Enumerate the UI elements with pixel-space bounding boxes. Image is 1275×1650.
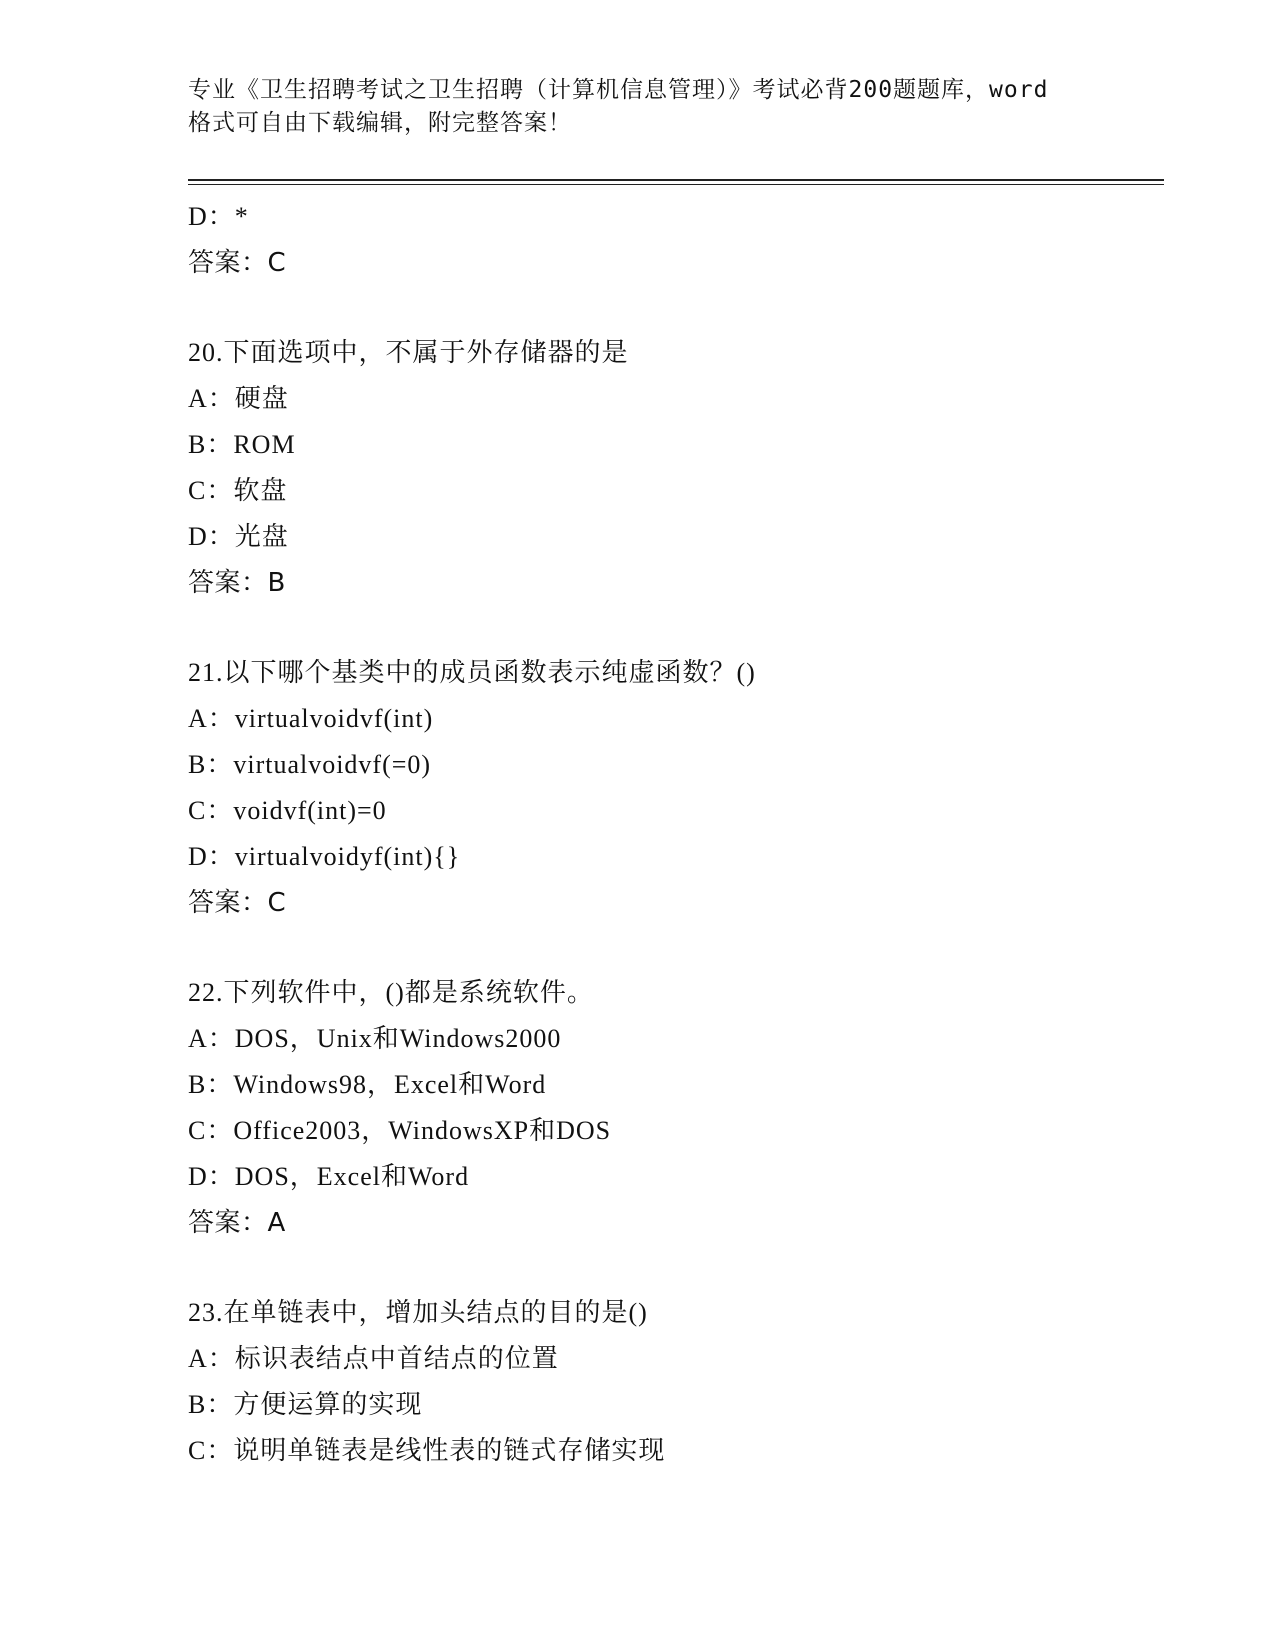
spacer (188, 606, 1148, 650)
spacer (188, 926, 1148, 970)
header-line-2: 格式可自由下载编辑，附完整答案！ (188, 110, 572, 136)
spacer (188, 286, 1148, 330)
option-d: D：* (188, 202, 249, 231)
answer-line: 答案：B (188, 568, 286, 598)
option-d: D：光盘 (188, 522, 289, 551)
option-c: C：voidvf(int)=0 (188, 796, 387, 825)
question-stem: 21.以下哪个基类中的成员函数表示纯虚函数？() (188, 658, 756, 687)
option-c: C：说明单链表是线性表的链式存储实现 (188, 1436, 666, 1465)
option-c: C：Office2003，WindowsXP和DOS (188, 1116, 612, 1145)
question-stem: 23.在单链表中，增加头结点的目的是() (188, 1298, 648, 1327)
header-divider-thick (188, 179, 1164, 181)
spacer (188, 1246, 1148, 1290)
question-stem: 22.下列软件中，()都是系统软件。 (188, 978, 594, 1007)
question-23 (188, 1290, 1148, 1474)
header-line-1: 专业《卫生招聘考试之卫生招聘（计算机信息管理）》考试必背200题题库，word (188, 77, 1049, 103)
question-stem: 20.下面选项中，不属于外存储器的是 (188, 338, 629, 367)
option-a: A：标识表结点中首结点的位置 (188, 1344, 559, 1373)
answer-line: 答案：C (188, 888, 287, 918)
question-22 (188, 970, 1148, 1246)
question-20 (188, 330, 1148, 606)
option-b: B：方便运算的实现 (188, 1390, 423, 1419)
option-a: A：硬盘 (188, 384, 289, 413)
option-a: A：DOS，Unix和Windows2000 (188, 1024, 562, 1053)
option-d: D：DOS，Excel和Word (188, 1162, 470, 1191)
previous-question-tail (188, 194, 1148, 286)
question-list (188, 194, 1148, 1474)
header-divider-thin (188, 184, 1164, 185)
option-b: B：virtualvoidvf(=0) (188, 750, 432, 779)
option-c: C：软盘 (188, 476, 288, 505)
option-b: B：Windows98，Excel和Word (188, 1070, 547, 1099)
answer-line: 答案：A (188, 1208, 286, 1238)
option-a: A：virtualvoidvf(int) (188, 704, 434, 733)
option-b: B：ROM (188, 430, 296, 459)
document-header (188, 74, 1108, 140)
question-21 (188, 650, 1148, 926)
answer-line: 答案：C (188, 248, 287, 278)
option-d: D：virtualvoidyf(int){} (188, 842, 461, 871)
